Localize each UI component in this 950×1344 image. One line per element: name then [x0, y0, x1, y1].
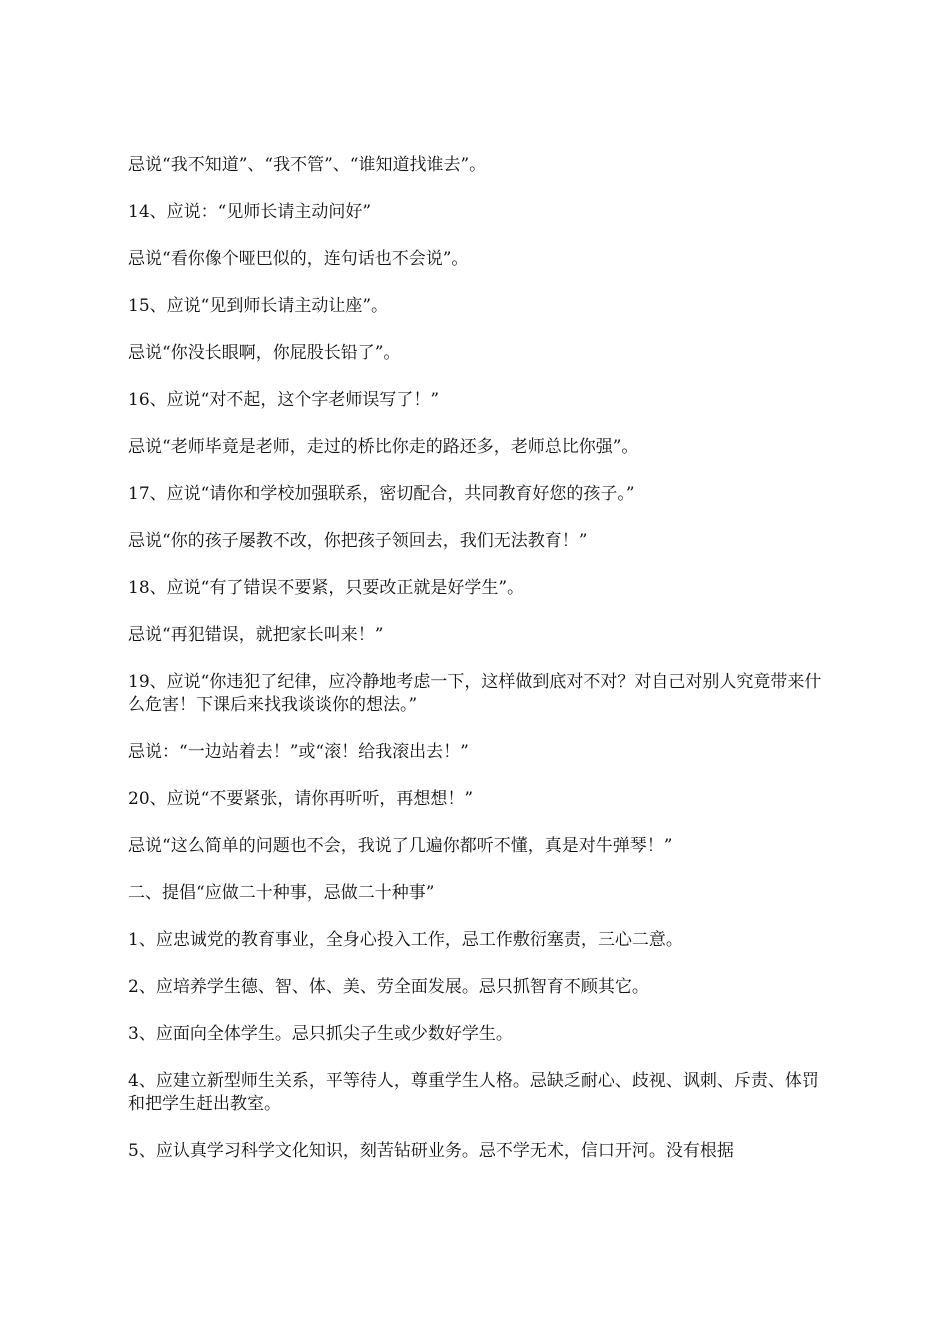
paragraph: 忌说“老师毕竟是老师，走过的桥比你走的路还多，老师总比你强”。	[128, 437, 639, 457]
paragraph: 忌说“你没长眼啊，你屁股长铅了”。	[128, 343, 401, 363]
paragraph: 忌说“我不知道”、“我不管”、“谁知道找谁去”。	[128, 155, 487, 175]
paragraph: 忌说“这么简单的问题也不会，我说了几遍你都听不懂，真是对牛弹琴！”	[128, 836, 673, 856]
paragraph: 3、应面向全体学生。忌只抓尖子生或少数好学生。	[128, 1024, 513, 1044]
paragraph: 忌说“看你像个哑巴似的，连句话也不会说”。	[128, 249, 469, 269]
paragraph: 18、应说“有了错误不要紧，只要改正就是好学生”。	[128, 578, 525, 598]
paragraph: 2、应培养学生德、智、体、美、劳全面发展。忌只抓智育不顾其它。	[128, 977, 649, 997]
section-heading: 二、提倡“应做二十种事，忌做二十种事”	[128, 883, 435, 903]
paragraph: 1、应忠诚党的教育事业，全身心投入工作，忌工作敷衍塞责，三心二意。	[128, 930, 683, 950]
paragraph: 忌说“你的孩子屡教不改，你把孩子领回去，我们无法教育！”	[128, 531, 588, 551]
paragraph: 17、应说“请你和学校加强联系，密切配合，共同教育好您的孩子。”	[128, 484, 635, 504]
paragraph: 5、应认真学习科学文化知识，刻苦钻研业务。忌不学无术，信口开河。没有根据	[128, 1141, 734, 1161]
paragraph: 14、应说：“见师长请主动问好”	[128, 202, 372, 222]
paragraph: 4、应建立新型师生关系，平等待人，尊重学生人格。忌缺乏耐心、歧视、讽刺、斥责、体罚和把学生赶出教室。	[128, 1071, 819, 1114]
paragraph: 20、应说“不要紧张，请你再听听，再想想！”	[128, 789, 474, 809]
paragraph: 19、应说“你违犯了纪律，应冷静地考虑一下，这样做到底对不对？对自己对别人究竟带来什么危害！下课后来找我谈谈你的想法。”	[128, 672, 822, 715]
document-body	[128, 154, 828, 1187]
paragraph: 15、应说“见到师长请主动让座”。	[128, 296, 389, 316]
paragraph: 忌说“再犯错误，就把家长叫来！”	[128, 625, 384, 645]
paragraph: 忌说：“一边站着去！”或“滚！给我滚出去！”	[128, 742, 469, 762]
paragraph: 16、应说“对不起，这个字老师误写了！”	[128, 390, 440, 410]
